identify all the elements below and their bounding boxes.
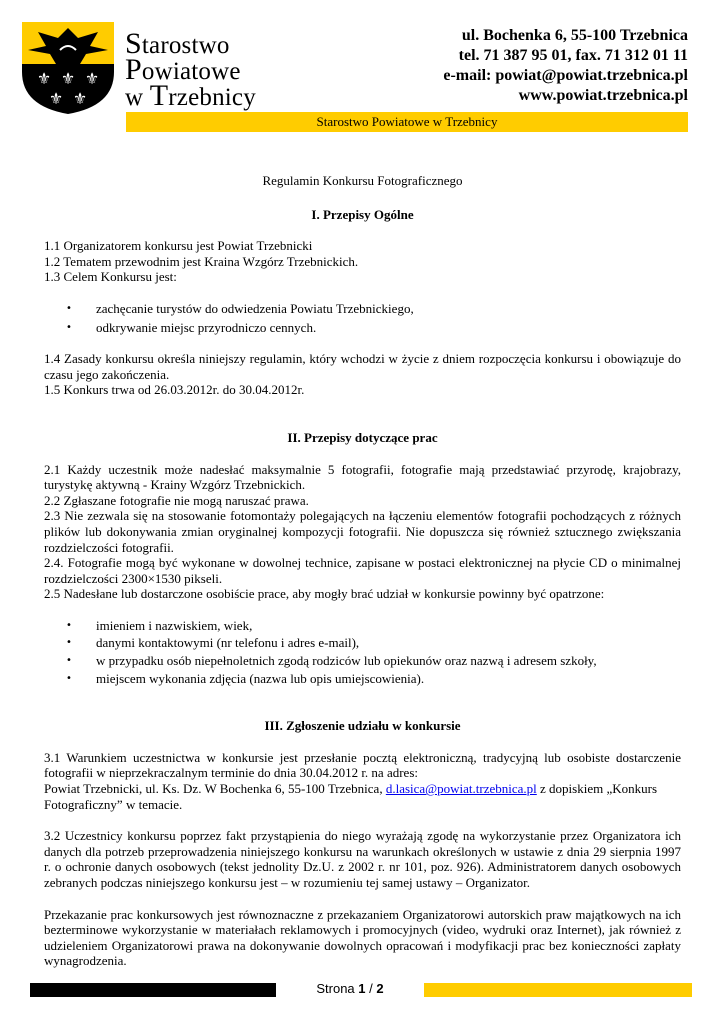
- brand-text: owiatowe: [141, 58, 241, 85]
- contact-address: ul. Bochenka 6, 55-100 Trzebnica: [461, 27, 688, 44]
- paragraph: Przekazanie prac konkursowych jest równoznaczne z przekazaniem Organizatorowi autorskich praw majątkowych na ich bezterminowe wykorzystanie w materiałach reklamowych i promocyjnych (video, wydruki oraz Internet), jak również z udzieleniem Organizatorowi prawa na dokonywanie dowolnych opracowań i modyfikacji prac bez konieczności zapłaty wynagrodzenia.: [44, 906, 681, 969]
- brand-text: tarostwo: [141, 32, 230, 59]
- contact-email: e-mail: powiat@powiat.trzebnica.pl: [443, 67, 688, 84]
- brand-cap: S: [125, 27, 142, 60]
- paragraph: 2.1 Każdy uczestnik może nadesłać maksymalnie 5 fotografii, fotografie mają przedstawiać przyrodę, krajobrazy, turystykę aktywną - Krainy Wzgórz Trzebnickich.: [44, 461, 681, 493]
- header-banner: Starostwo Powiatowe w Trzebnicy: [126, 112, 688, 132]
- contact-phone: tel. 71 387 95 01, fax. 71 312 01 11: [458, 47, 688, 64]
- paragraph: 1.1 Organizatorem konkursu jest Powiat Trzebnicki: [44, 238, 313, 254]
- list-item: • danymi kontaktowymi (nr telefonu i adres e-mail),: [96, 635, 681, 651]
- brand-cap: T: [149, 79, 169, 112]
- paragraph: 3.1 Warunkiem uczestnictwa w konkursie jest przesłanie pocztą elektroniczną, tradycyjną lub osobiste dostarczenie fotografii w nieprzekraczalnym terminie do dnia 30.04.2012 r. na adres:: [44, 749, 681, 781]
- brand-line-2: [125, 53, 256, 86]
- paragraph: 2.2 Zgłaszane fotografie nie mogą naruszać prawa.: [44, 492, 309, 508]
- brand-text: rzebnicy: [168, 84, 256, 111]
- section-heading: II. Przepisy dotyczące prac: [287, 429, 438, 445]
- brand-text: w: [125, 84, 150, 111]
- footer-bar-right: [424, 983, 692, 997]
- document-body: [44, 173, 681, 969]
- paragraph: 2.5 Nadesłane lub dostarczone osobiście prace, aby mogły brać udział w konkursie powinny być opatrzone:: [44, 586, 605, 602]
- address-text: z dopiskiem „Konkurs Fotograficzny” w temacie.: [44, 781, 658, 812]
- brand-cap: P: [125, 53, 142, 86]
- address-text: Powiat Trzebnicki, ul. Ks. Dz. W Bochenka 6, 55-100 Trzebnica,: [44, 781, 386, 797]
- contact-block: [443, 26, 688, 106]
- brand-line-1: [125, 27, 256, 60]
- contact-website: www.powiat.trzebnica.pl: [518, 87, 688, 104]
- logo: [20, 20, 268, 116]
- svg-text:⚜: ⚜: [72, 89, 88, 108]
- footer-bar-left: [30, 983, 276, 997]
- paragraph: 2.3 Nie zezwala się na stosowanie fotomontaży polegających na łączeniu elementów fotografii pochodzących z różnych plików lub dokonywania zmian oryginalnej kompozycji fotografii. Nie dopuszcza się również sztucznego zwiększania rozdzielczości fotografii.: [44, 508, 681, 555]
- email-link[interactable]: d.lasica@powiat.trzebnica.pl: [385, 781, 537, 797]
- coat-of-arms-icon: [20, 20, 116, 116]
- requirements-list: [44, 618, 681, 686]
- section-heading: III. Zgłoszenie udziału w konkursie: [264, 718, 461, 734]
- list-item: • miejscem wykonania zdjęcia (nazwa lub opis umiejscowienia).: [96, 671, 681, 687]
- page-separator: /: [369, 981, 373, 996]
- paragraph: 2.4. Fotografie mogą być wykonane w dowolnej technice, zapisane w postaci elektronicznej na płycie CD o minimalnej rozdzielczości 2300×1530 pikseli.: [44, 555, 681, 586]
- paragraph: 1.3 Celem Konkursu jest:: [44, 269, 177, 285]
- section-heading: I. Przepisy Ogólne: [311, 206, 414, 222]
- address-paragraph: [44, 781, 681, 812]
- list-item: • odkrywanie miejsc przyrodniczo cennych.: [96, 320, 681, 336]
- goals-list: [44, 301, 681, 335]
- paragraph: 3.2 Uczestnicy konkursu poprzez fakt przystąpienia do niego wyrażają zgodę na wykorzystanie przez Organizatora ich danych dla potrzeb przeprowadzenia niniejszego konkursu na warunkach określonych w ustawie z dnia 29 sierpnia 1997 r. o ochronie danych osobowych (tekst jednolity Dz.U. z 2002 r. nr 101, poz. 926). Administratorem danych osobowych zebranych podczas niniejszego konkursu jest – w rozumieniu tej samej ustawy – Organizator.: [44, 828, 681, 890]
- brand-line-3: [125, 79, 256, 112]
- list-item: • w przypadku osób niepełnoletnich zgodą rodziców lub opiekunów oraz nazwą i adresem szkoły,: [96, 653, 681, 669]
- brand-name: [125, 27, 256, 112]
- page-current: 1: [358, 981, 366, 996]
- svg-text:⚜: ⚜: [60, 69, 76, 88]
- svg-text:⚜: ⚜: [84, 69, 100, 88]
- page-label: Strona: [316, 981, 355, 996]
- document-title: Regulamin Konkursu Fotograficznego: [262, 173, 463, 188]
- svg-text:⚜: ⚜: [36, 69, 52, 88]
- paragraph: 1.2 Tematem przewodnim jest Kraina Wzgórz Trzebnickich.: [44, 253, 359, 269]
- svg-text:⚜: ⚜: [48, 89, 64, 108]
- list-item: • zachęcanie turystów do odwiedzenia Powiatu Trzebnickiego,: [96, 301, 681, 317]
- list-item: • imieniem i nazwiskiem, wiek,: [96, 618, 681, 634]
- paragraph: 1.4 Zasady konkursu określa niniejszy regulamin, który wchodzi w życie z dniem rozpoczęcia konkursu i obowiązuje do czasu jego zakończenia.: [44, 351, 681, 382]
- page-total: 2: [376, 981, 384, 996]
- paragraph: 1.5 Konkurs trwa od 26.03.2012r. do 30.04.2012r.: [44, 382, 305, 398]
- page-number: [276, 981, 424, 996]
